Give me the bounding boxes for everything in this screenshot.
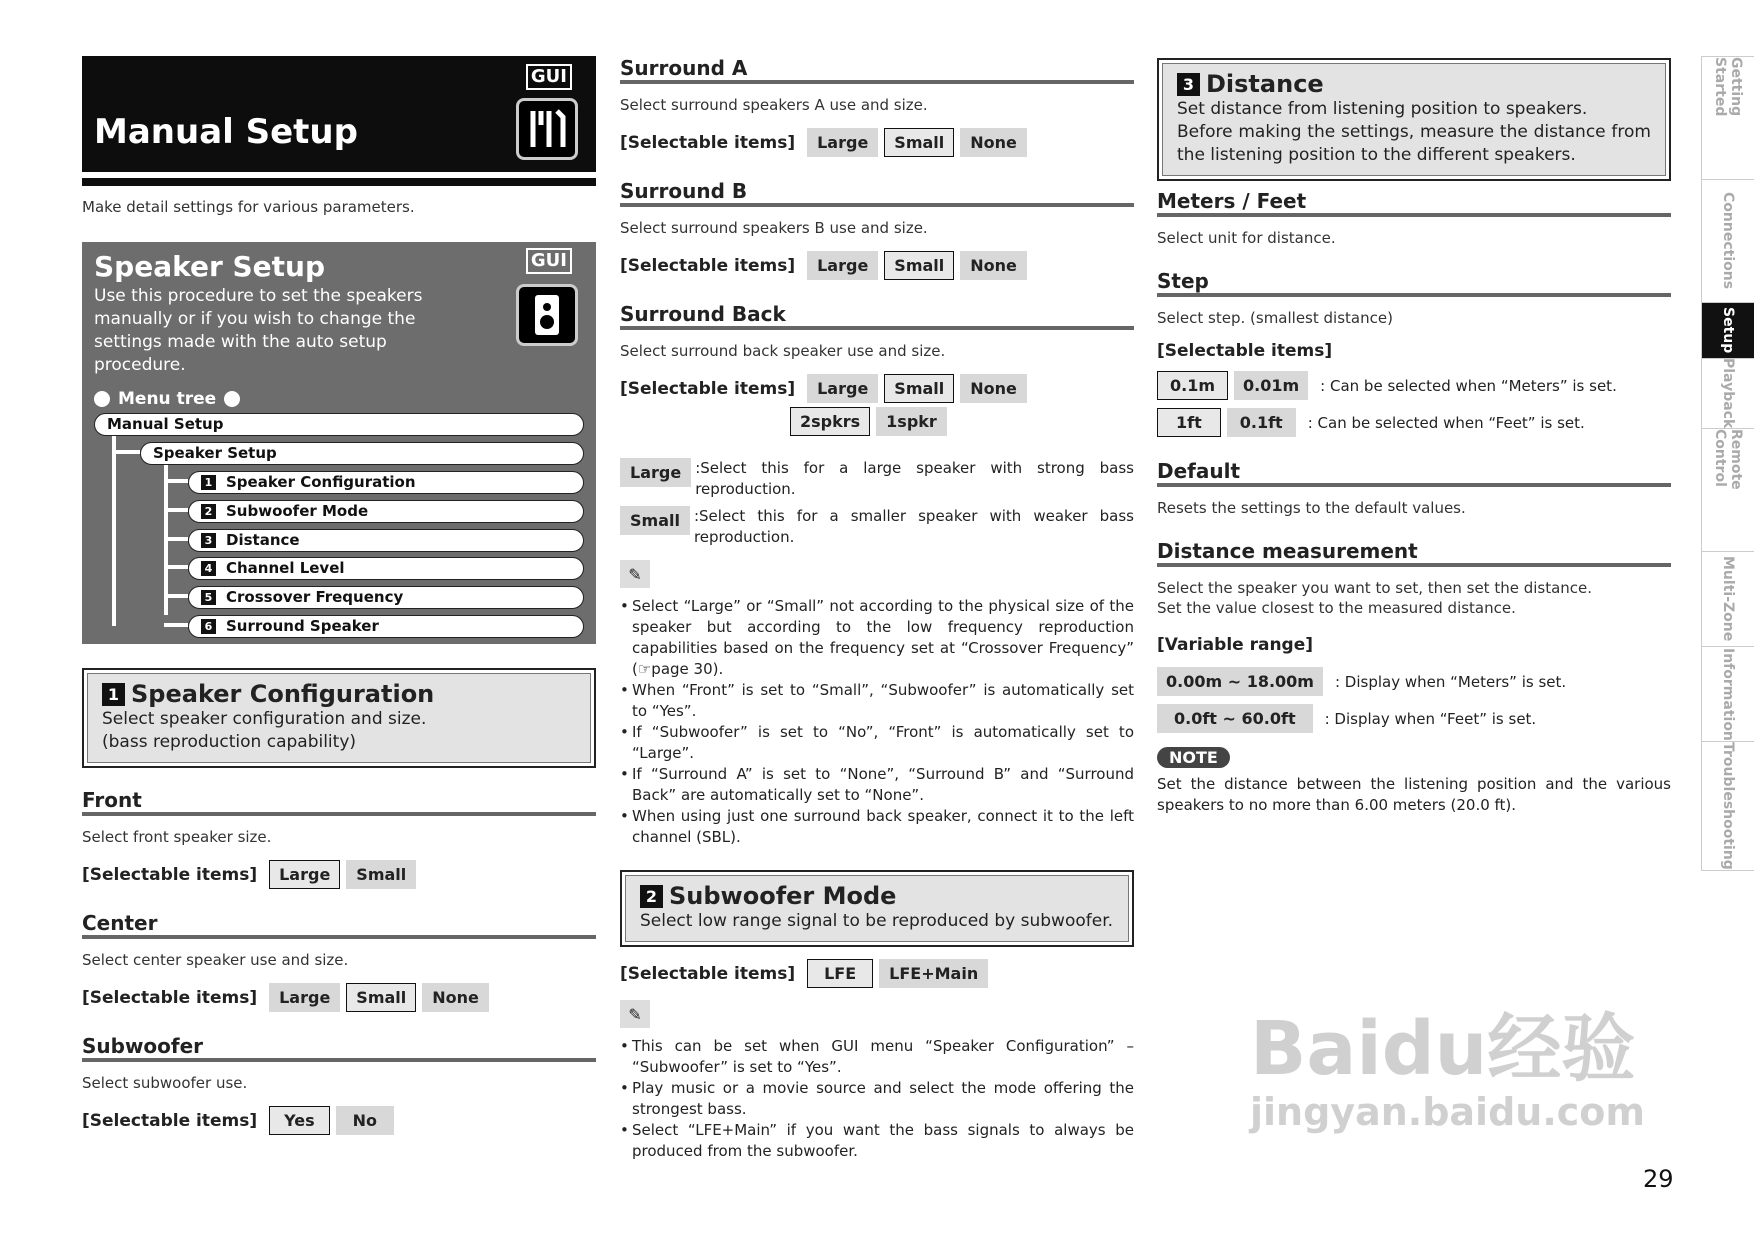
selectable-items-label: [Selectable items] [620,255,796,276]
surround-back-option-2spkrs[interactable]: 2spkrs [790,407,870,436]
tab-playback[interactable]: Playback [1701,358,1754,428]
center-option-none[interactable]: None [422,983,489,1012]
column-left [82,56,596,1135]
surround-back-heading: Surround Back [620,302,1134,330]
center-heading: Center [82,911,596,939]
tab-multi-zone[interactable]: Multi-Zone [1701,551,1754,646]
subwoofer-desc: Select subwoofer use. [82,1074,248,1092]
tree-node-subwoofer-mode[interactable]: 2 Subwoofer Mode [188,500,584,523]
note-text: Set the distance between the listening position and the various speakers to no more than 6.00 meters (20.0 ft). [1157,775,1671,814]
step-feet-text: : Can be selected when “Feet” is set. [1307,413,1585,432]
notes-list-1 [620,596,1134,848]
surround-a-option-none[interactable]: None [960,128,1027,157]
tab-information[interactable]: Information [1701,646,1754,741]
speaker-setup-title: Speaker Setup [94,250,326,283]
size-definitions [620,458,1134,548]
surround-back-option-large[interactable]: Large [807,374,878,403]
subwoofer-options [82,1106,596,1135]
note-item: • Select “Large” or “Small” not according to the physical size of the speaker but according to the low frequency reproduction capabilities based on the frequency set at “Crossover Frequency” (☞page 30). [620,596,1134,680]
speaker-configuration-title: 1 Speaker Configuration [102,680,576,708]
gui-badge: GUI [526,64,572,90]
watermark-url: jingyan.baidu.com [1250,1090,1645,1134]
note-item: • Select “LFE+Main” if you want the bass signals to always be produced from the subwoofer. [620,1120,1134,1162]
note-badge: NOTE [1157,747,1230,768]
page-title: Manual Setup [94,112,358,152]
speaker-configuration-desc: Select speaker configuration and size. [102,709,427,729]
surround-b-option-small[interactable]: Small [884,251,954,280]
step-option-0-1ft[interactable]: 0.1ft [1227,408,1296,437]
surround-b-desc: Select surround speakers B use and size. [620,219,928,237]
front-option-small[interactable]: Small [346,860,416,889]
surround-b-option-none[interactable]: None [960,251,1027,280]
subwoofer-option-no[interactable]: No [336,1106,394,1135]
center-option-small[interactable]: Small [346,983,416,1012]
surround-b-heading: Surround B [620,179,1134,207]
front-option-large[interactable]: Large [269,860,340,889]
note-item: • When using just one surround back speaker, connect it to the left channel (SBL). [620,806,1134,848]
subwoofer-mode-option-lfe-main[interactable]: LFE+Main [879,959,988,988]
distance-measurement-desc2: Set the value closest to the measured distance. [1157,599,1516,617]
subwoofer-mode-title: 2 Subwoofer Mode [640,882,1114,910]
distance-title: 3 Distance [1177,70,1651,98]
distance-line1: Set distance from listening position to speakers. [1177,99,1588,119]
tab-troubleshooting[interactable]: Troubleshooting [1701,741,1754,871]
note-item: • If “Surround A” is set to “None”, “Surround B” and “Surround Back” are automatically set to “None”. [620,764,1134,806]
step-feet-row [1157,408,1671,437]
subwoofer-mode-option-lfe[interactable]: LFE [807,959,873,988]
column-right [1157,56,1671,816]
note-item: • This can be set when GUI menu “Speaker Configuration” – “Subwoofer” is set to “Yes”. [620,1036,1134,1078]
baidu-watermark [1250,990,1645,1134]
distance-box [1157,58,1671,181]
tree-line [112,450,140,454]
subwoofer-mode-box [620,870,1134,947]
title-underbar [82,178,596,186]
speaker-configuration-desc2: (bass reproduction capability) [102,732,357,752]
front-options [82,860,596,889]
default-desc: Resets the settings to the default values. [1157,499,1466,517]
meters-feet-desc: Select unit for distance. [1157,229,1336,247]
menu-tree-label: Menu tree [118,389,217,409]
bullet-icon [94,391,110,407]
tree-line [164,508,188,512]
range-meters-text: : Display when “Meters” is set. [1334,672,1567,691]
surround-b-option-large[interactable]: Large [807,251,878,280]
surround-a-options [620,128,1134,157]
selectable-items-label: [Selectable items] [620,378,796,399]
watermark-brand: Baidu经验 [1250,1006,1636,1092]
tree-node-crossover-frequency[interactable]: 5 Crossover Frequency [188,586,584,609]
surround-back-option-small[interactable]: Small [884,374,954,403]
menu-tree [94,411,584,635]
speaker-configuration-box [82,668,596,768]
front-desc: Select front speaker size. [82,828,272,846]
definition-large-text: :Select this for a large speaker with strong bass reproduction. [695,459,1134,498]
selectable-items-label: [Selectable items] [620,963,796,984]
default-heading: Default [1157,459,1671,487]
pencil-icon: ✎ [620,560,650,588]
center-options [82,983,596,1012]
tree-line [112,436,116,626]
distance-line2: Before making the settings, measure the distance from the listening position to the different speakers. [1177,122,1651,165]
surround-back-option-none[interactable]: None [960,374,1027,403]
tree-line [164,479,188,483]
center-option-large[interactable]: Large [269,983,340,1012]
range-feet-value: 0.0ft ~ 60.0ft [1157,704,1313,733]
tab-setup[interactable]: Setup [1701,302,1754,358]
menu-tree-heading [94,389,584,409]
tree-line [164,623,188,627]
step-heading: Step [1157,269,1671,297]
tree-line [164,594,188,598]
step-option-0-1m[interactable]: 0.1m [1157,371,1228,400]
tab-getting-started[interactable]: Getting Started [1701,56,1754,179]
subwoofer-option-yes[interactable]: Yes [269,1106,330,1135]
selectable-items-label: [Selectable items] [82,864,258,885]
selectable-items-label: [Selectable items] [1157,341,1333,361]
subwoofer-heading: Subwoofer [82,1034,596,1062]
tree-node-speaker-configuration[interactable]: 1 Speaker Configuration [188,471,584,494]
notes-list-2 [620,1036,1134,1162]
surround-a-desc: Select surround speakers A use and size. [620,96,928,114]
tree-node-manual-setup[interactable]: Manual Setup [94,413,584,436]
subwoofer-mode-desc: Select low range signal to be reproduced by subwoofer. [640,911,1114,931]
speaker-setup-panel [82,242,596,644]
manual-setup-banner [82,56,596,172]
term-large: Large [620,458,691,487]
selectable-items-label: [Selectable items] [82,1110,258,1131]
center-desc: Select center speaker use and size. [82,951,349,969]
selectable-items-label: [Selectable items] [82,987,258,1008]
subwoofer-mode-options [620,959,1134,988]
range-meters-row [1157,667,1671,696]
tree-node-surround-speaker[interactable]: 6 Surround Speaker [188,615,584,638]
variable-range-label: [Variable range] [1157,635,1314,655]
range-meters-value: 0.00m ~ 18.00m [1157,667,1323,696]
range-feet-text: : Display when “Feet” is set. [1324,709,1537,728]
note-item: • Play music or a movie source and select the mode offering the strongest bass. [620,1078,1134,1120]
tree-node-channel-level[interactable]: 4 Channel Level [188,557,584,580]
surround-back-desc: Select surround back speaker use and size. [620,342,946,360]
page-number: 29 [1643,1165,1674,1193]
surround-back-options-row2 [620,407,1134,436]
intro-text: Make detail settings for various parameters. [82,198,415,216]
range-feet-row [1157,704,1671,733]
surround-a-option-small[interactable]: Small [884,128,954,157]
tree-node-speaker-setup[interactable]: Speaker Setup [140,442,584,465]
step-meters-text: : Can be selected when “Meters” is set. [1320,376,1617,395]
surround-a-option-large[interactable]: Large [807,128,878,157]
tools-icon [516,98,578,160]
step-desc: Select step. (smallest distance) [1157,309,1393,327]
term-small: Small [620,506,690,535]
surround-b-options [620,251,1134,280]
definition-large [620,458,1134,500]
definition-small-text: :Select this for a smaller speaker with weaker bass reproduction. [693,507,1134,546]
distance-measurement-desc1: Select the speaker you want to set, then set the distance. [1157,579,1593,597]
tree-line [164,565,188,569]
surround-back-options [620,374,1134,403]
surround-a-heading: Surround A [620,56,1134,84]
distance-measurement-heading: Distance measurement [1157,539,1671,567]
tree-line [164,537,188,541]
column-middle [620,56,1134,1162]
step-option-1ft[interactable]: 1ft [1157,408,1221,437]
tab-connections[interactable]: Connections [1701,179,1754,302]
step-meters-row [1157,371,1671,400]
front-heading: Front [82,788,596,816]
tab-remote-control[interactable]: Remote Control [1701,428,1754,551]
step-option-0-01m[interactable]: 0.01m [1234,371,1308,400]
selectable-items-label: [Selectable items] [620,132,796,153]
surround-back-option-1spkr[interactable]: 1spkr [876,407,947,436]
speaker-setup-desc: Use this procedure to set the speakers manually or if you wish to change the settings made with the auto setup procedure. [94,286,423,375]
bullet-icon [224,391,240,407]
meters-feet-heading: Meters / Feet [1157,189,1671,217]
side-tabs [1701,56,1754,871]
pencil-icon: ✎ [620,1000,650,1028]
tree-node-distance[interactable]: 3 Distance [188,529,584,552]
gui-badge: GUI [526,248,572,274]
definition-small [620,506,1134,548]
speaker-icon [516,284,578,346]
note-item: • When “Front” is set to “Small”, “Subwoofer” is automatically set to “Yes”. [620,680,1134,722]
note-item: • If “Subwoofer” is set to “No”, “Front” is automatically set to “Large”. [620,722,1134,764]
